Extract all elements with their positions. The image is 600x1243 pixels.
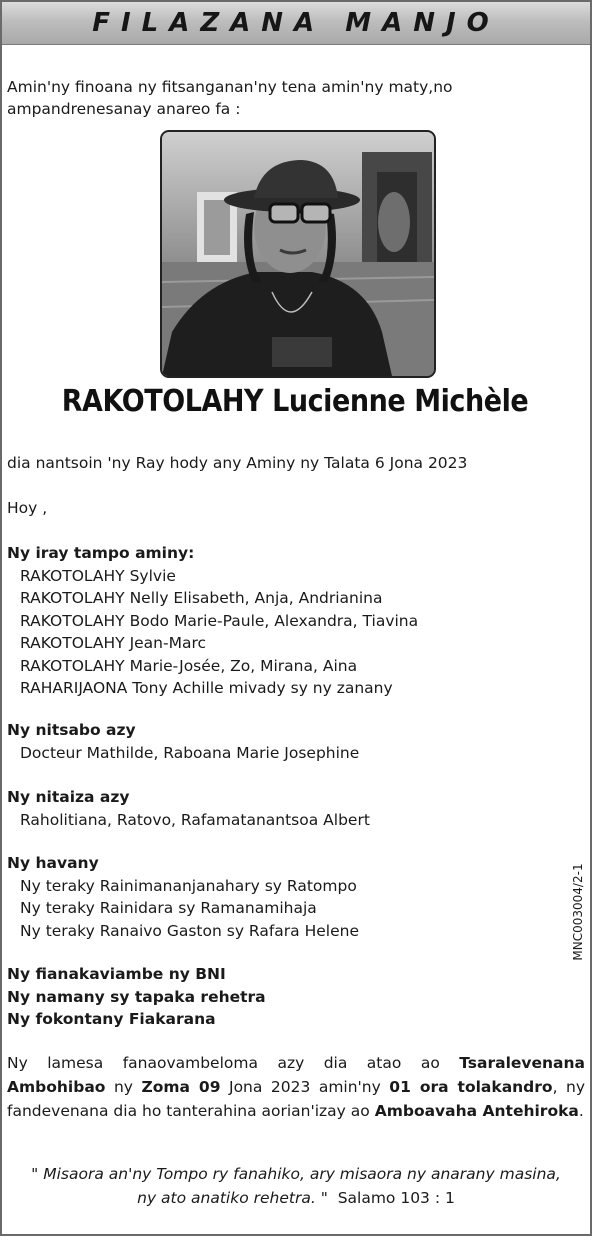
children-item: RAKOTOLAHY Nelly Elisabeth, Anja, Andrianina [20, 589, 383, 607]
nitaiza-item: Raholitiana, Ratovo, Rafamatanantsoa Albert [20, 810, 370, 829]
mass-time: 01 ora tolakandro [389, 1078, 553, 1096]
header-title: FILAZANA MANJO [92, 8, 500, 38]
mass-text: ny [105, 1078, 142, 1096]
header-banner [2, 2, 590, 45]
children-item: RAKOTOLAHY Marie-Josée, Zo, Mirana, Aina [20, 656, 358, 675]
havany-item: Ny teraky Ranaivo Gaston sy Rafara Helene [20, 921, 359, 940]
havany-item: Ny teraky Rainidara sy Ramanamihaja [20, 899, 317, 917]
nitaiza-block [7, 786, 370, 831]
havany-heading: Ny havany [7, 854, 99, 872]
mass-text: Ny lamesa fanaovambeloma azy dia atao ao [7, 1054, 460, 1072]
mass-text: , ny fandevenana dia ho tanterahina aorian'izay ao [7, 1078, 585, 1120]
havany-block [7, 852, 359, 942]
nitaiza-heading: Ny nitaiza azy [7, 788, 130, 806]
children-item: RAKOTOLAHY Jean-Marc [20, 634, 207, 652]
mass-text: . [578, 1102, 584, 1120]
intro-text: Amin'ny finoana ny fitsanganan'ny tena amin'ny maty,no ampandrenesanay anareo fa : [7, 78, 453, 118]
death-notice: dia nantsoin 'ny Ray hody any Aminy ny Talata 6 Jona 2023 [7, 454, 468, 472]
nitsabo-heading: Ny nitsabo azy [7, 721, 136, 739]
group-item: Ny namany sy tapaka rehetra [7, 987, 266, 1006]
quote-line-2: ny ato anatiko rehetra. " [137, 1188, 328, 1207]
group-item: Ny fokontany Fiakarana [7, 1010, 216, 1028]
reference-code: MNC003004/2-1 [571, 863, 585, 961]
deceased-name: RAKOTOLAHY Lucienne Michèle [61, 384, 529, 419]
quote-reference: Salamo 103 : 1 [337, 1188, 455, 1207]
havany-item: Ny teraky Rainimananjanahary sy Ratompo [20, 876, 357, 895]
children-heading: Ny iray tampo aminy: [7, 544, 195, 562]
burial-place: Amboavaha Antehiroka [374, 1102, 579, 1120]
family-children-block [7, 542, 418, 700]
quote-line-1: " Misaora an'ny Tompo ry fanahiko, ary misaora ny anarany masina, [31, 1165, 561, 1183]
nitsabo-block [7, 719, 359, 764]
mass-text: Jona 2023 amin'ny [220, 1078, 390, 1096]
greeting: Hoy , [7, 499, 48, 517]
deceased-photo [160, 130, 436, 378]
groups-block [7, 963, 266, 1031]
group-item: Ny fianakaviambe ny BNI [7, 965, 226, 983]
children-item: RAHARIJAONA Tony Achille mivady sy ny zanany [20, 679, 393, 697]
children-item: RAKOTOLAHY Sylvie [20, 566, 176, 585]
nitsabo-item: Docteur Mathilde, Raboana Marie Josephine [20, 743, 360, 762]
mass-day: Zoma 09 [141, 1078, 221, 1096]
mass-place: Tsaralevenana Ambohibao [7, 1054, 585, 1096]
mass-paragraph [7, 1051, 585, 1123]
children-item: RAKOTOLAHY Bodo Marie-Paule, Alexandra, Tiavina [20, 611, 419, 630]
scripture-quote [7, 1163, 585, 1210]
